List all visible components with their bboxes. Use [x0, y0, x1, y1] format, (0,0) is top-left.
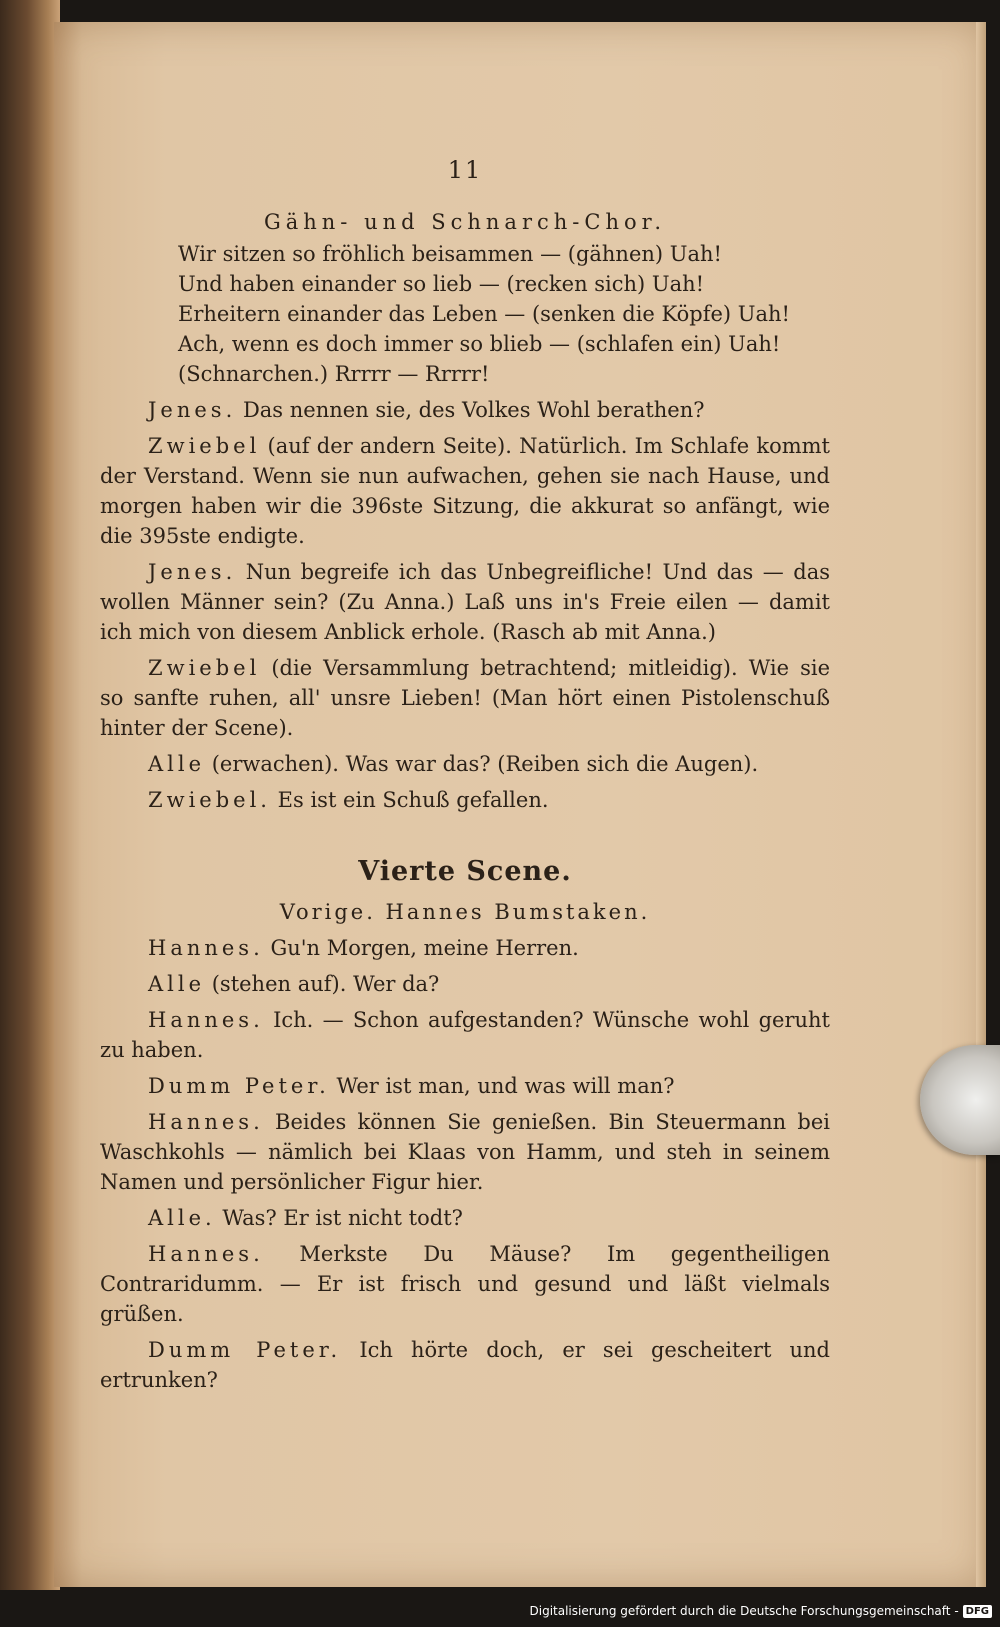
scene-heading: Vierte Scene. [358, 856, 572, 887]
dialogue-text: Merkste Du Mäuse? Im gegentheiligen Contraridumm. — Er ist frisch und gesund und läßt vielmals grüßen. [100, 1242, 830, 1326]
credit-text: Digitalisierung gefördert durch die Deutsche Forschungsgemeinschaft - [529, 1604, 959, 1618]
dialogue-text: (auf der andern Seite). Natürlich. Im Schlafe kommt der Verstand. Wenn sie nun aufwachen, gehen sie nach Hause, und morgen haben wir die 396ste Sitzung, die akkurat so anfängt, wie die 395ste endigte. [100, 434, 830, 548]
dialogue-text: Ich hörte doch, er sei gescheitert und ertrunken? [100, 1338, 830, 1392]
speaker-name: Alle. [148, 1206, 216, 1230]
verse-line: Erheitern einander das Leben — (senken die Köpfe) Uah! [178, 302, 790, 326]
scene-persons: Vorige. Hannes Bumstaken. [279, 900, 651, 924]
speaker-name: Alle [148, 972, 206, 996]
dialogue-paragraph [100, 969, 830, 999]
dialogue-text: Gu'n Morgen, meine Herren. [270, 936, 579, 960]
book-spine [0, 0, 60, 1590]
dialogue-paragraph [100, 785, 830, 815]
dialogue-text: (stehen auf). Wer da? [211, 972, 440, 996]
dialogue-paragraph [100, 1203, 830, 1233]
speaker-name: Hannes. [148, 1008, 264, 1032]
dialogue-paragraph [100, 653, 830, 743]
dialogue-text: Ich. — Schon aufgestanden? Wünsche wohl geruht zu haben. [100, 1008, 830, 1062]
dialogue-paragraph [100, 933, 830, 963]
verse-line: Wir sitzen so fröhlich beisammen — (gähnen) Uah! [178, 242, 722, 266]
dialogue-paragraph [100, 1239, 830, 1329]
dialogue-paragraph [100, 1071, 830, 1101]
speaker-name: Zwiebel. [148, 788, 271, 812]
dialogue-paragraph [100, 1335, 830, 1395]
page-number: 11 [447, 156, 483, 184]
dialogue-text: Was? Er ist nicht todt? [222, 1206, 463, 1230]
dialogue-paragraph [100, 1107, 830, 1197]
dialogue-text: Es ist ein Schuß gefallen. [277, 788, 549, 812]
speaker-name: Zwiebel [148, 656, 261, 680]
dialogue-paragraph [100, 431, 830, 551]
verse-line: (Schnarchen.) Rrrrr — Rrrrr! [178, 362, 490, 386]
page-text [100, 155, 830, 1395]
verse-line: Ach, wenn es doch immer so blieb — (schlafen ein) Uah! [178, 332, 781, 356]
chorus-title: Gähn- und Schnarch-Chor. [263, 210, 667, 234]
page-edge [976, 22, 986, 1587]
digitization-credit [530, 1601, 993, 1621]
dialogue-text: Wer ist man, und was will man? [336, 1074, 675, 1098]
dialogue-text: Das nennen sie, des Volkes Wohl berathen? [242, 398, 705, 422]
dialogue-text: Nun begreife ich das Unbegreifliche! Und das — das wollen Männer sein? (Zu Anna.) Laß uns in's Freie eilen — damit ich mich von diesem Anblick erhole. (Rasch ab mit Anna.) [100, 560, 830, 644]
dfg-logo: DFG [963, 1605, 992, 1618]
dialogue-text: (erwachen). Was war das? (Reiben sich die Augen). [211, 752, 759, 776]
dialogue-paragraph [100, 749, 830, 779]
dialogue-text: Beides können Sie genießen. Bin Steuermann bei Waschkohls — nämlich bei Klaas von Hamm, und steh in seinem Namen und persönlicher Figur hier. [100, 1110, 830, 1194]
dialogue-paragraph [100, 557, 830, 647]
speaker-name: Hannes. [148, 1242, 264, 1266]
speaker-name: Zwiebel [148, 434, 261, 458]
dialogue-paragraph [100, 1005, 830, 1065]
speaker-name: Hannes. [148, 936, 264, 960]
speaker-name: Jenes. [148, 398, 237, 422]
chorus-verse [100, 239, 830, 389]
speaker-name: Dumm Peter. [148, 1338, 342, 1362]
speaker-name: Alle [148, 752, 206, 776]
speaker-name: Dumm Peter. [148, 1074, 330, 1098]
dialogue-text: (die Versammlung betrachtend; mitleidig). Wie sie so sanfte ruhen, all' unsre Lieben! (Man hört einen Pistolenschuß hinter der Scene). [100, 656, 830, 740]
speaker-name: Jenes. [148, 560, 237, 584]
dialogue-paragraph [100, 395, 830, 425]
speaker-name: Hannes. [148, 1110, 264, 1134]
verse-line: Und haben einander so lieb — (recken sich) Uah! [178, 272, 705, 296]
